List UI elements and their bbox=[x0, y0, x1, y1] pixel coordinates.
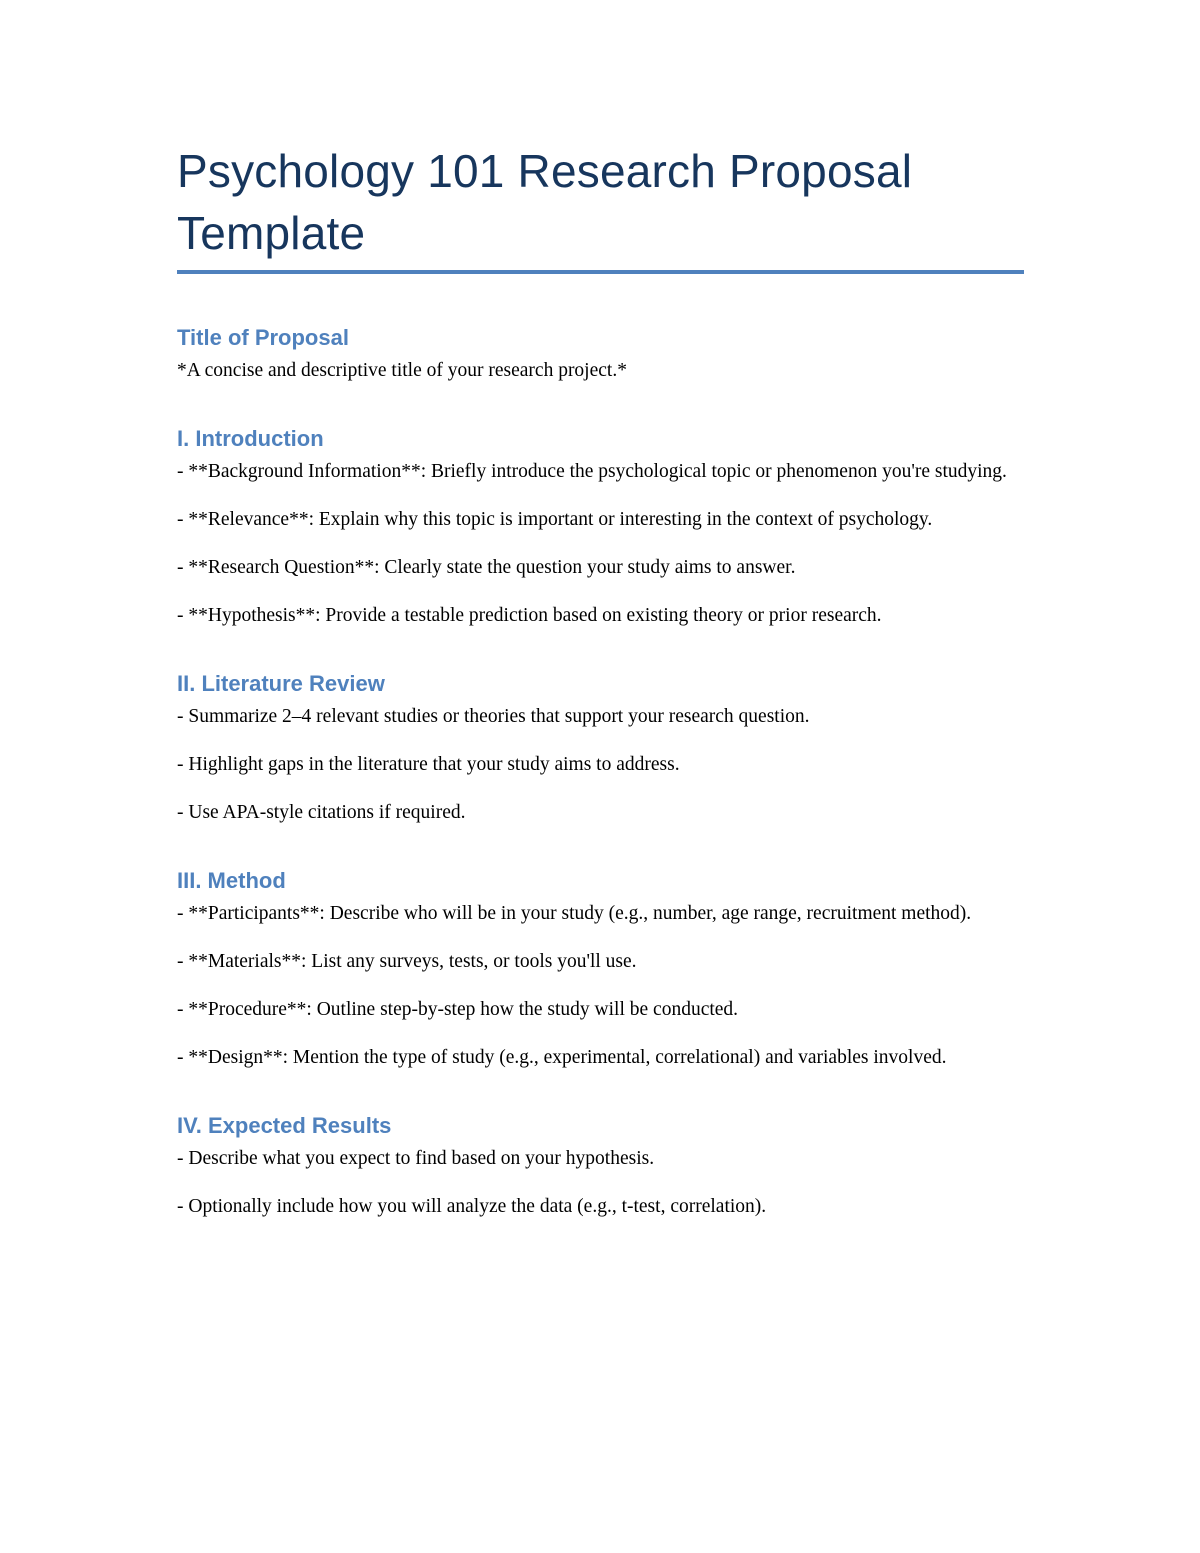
section-expected-results bbox=[177, 1112, 1024, 1221]
section-paragraph: - Use APA-style citations if required. bbox=[177, 802, 466, 823]
section-paragraph: - Optionally include how you will analyze the data (e.g., t-test, correlation). bbox=[177, 1196, 767, 1217]
section-introduction bbox=[177, 425, 1024, 630]
section-heading: I. Introduction bbox=[177, 426, 324, 451]
section-literature-review bbox=[177, 670, 1024, 827]
section-paragraph: - Highlight gaps in the literature that your study aims to address. bbox=[177, 754, 680, 775]
section-paragraph: - **Materials**: List any surveys, tests, or tools you'll use. bbox=[177, 951, 637, 972]
section-paragraph: - **Design**: Mention the type of study (e.g., experimental, correlational) and variables involved. bbox=[177, 1047, 947, 1068]
document-title: Psychology 101 Research Proposal Template bbox=[177, 145, 913, 259]
section-paragraph: - Describe what you expect to find based on your hypothesis. bbox=[177, 1148, 655, 1169]
section-paragraph: - Summarize 2–4 relevant studies or theories that support your research question. bbox=[177, 706, 810, 727]
section-heading: Title of Proposal bbox=[177, 325, 349, 350]
section-paragraph: - **Research Question**: Clearly state the question your study aims to answer. bbox=[177, 557, 796, 578]
title-underline bbox=[177, 270, 1024, 274]
section-title-of-proposal bbox=[177, 324, 1024, 385]
section-method bbox=[177, 867, 1024, 1072]
document-content bbox=[177, 140, 1024, 1261]
section-paragraph: *A concise and descriptive title of your research project.* bbox=[177, 360, 627, 381]
section-heading: III. Method bbox=[177, 868, 286, 893]
section-paragraph: - **Participants**: Describe who will be in your study (e.g., number, age range, recruitment method). bbox=[177, 903, 972, 924]
section-paragraph: - **Background Information**: Briefly introduce the psychological topic or phenomenon you're studying. bbox=[177, 461, 1007, 482]
section-heading: IV. Expected Results bbox=[177, 1113, 392, 1138]
section-paragraph: - **Procedure**: Outline step-by-step how the study will be conducted. bbox=[177, 999, 739, 1020]
section-heading: II. Literature Review bbox=[177, 671, 385, 696]
section-paragraph: - **Hypothesis**: Provide a testable prediction based on existing theory or prior research. bbox=[177, 605, 882, 626]
section-paragraph: - **Relevance**: Explain why this topic is important or interesting in the context of psychology. bbox=[177, 509, 933, 530]
